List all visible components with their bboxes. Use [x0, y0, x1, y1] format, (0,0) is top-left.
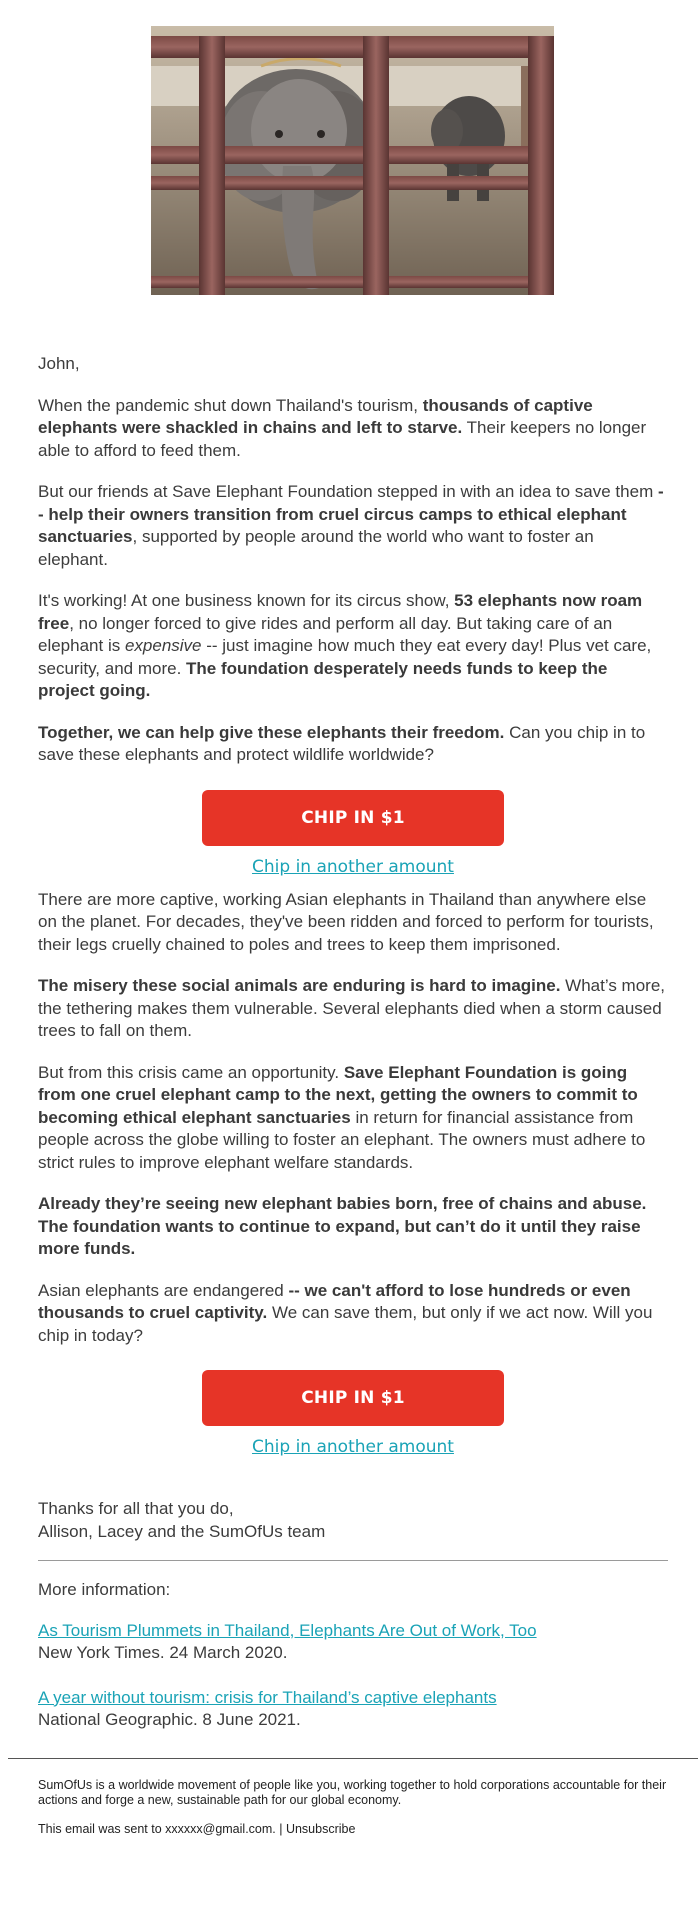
- bold-text: Already they’re seeing new elephant babies born, free of chains and abuse. The foundation wants to continue to expand, but can’t do it until they raise more funds.: [38, 1194, 647, 1258]
- greeting: John,: [38, 354, 80, 373]
- bold-text: thousands of captive elephants were shackled in chains and left to starve.: [38, 395, 593, 437]
- footer-about: SumOfUs is a worldwide movement of people like you, working together to hold corporations accountable for their actions and forge a new, sustainable path for our global economy.: [38, 1778, 667, 1807]
- reference-item: [38, 1687, 668, 1732]
- text: It's working! At one business known for its circus show,: [38, 591, 455, 610]
- elephants-photo: [151, 26, 554, 295]
- paragraph-opportunity: [38, 1062, 668, 1175]
- bold-text: Together, we can help give these elephants their freedom.: [38, 722, 505, 742]
- paragraph-ask: [38, 722, 668, 767]
- text: , no longer forced to give rides and perform all day. But taking care of an elephant is: [38, 613, 613, 655]
- more-info-heading: More information:: [38, 1580, 171, 1599]
- text: But our friends at Save Elephant Foundation stepped in with an idea to save them: [38, 482, 658, 501]
- bold-text: The misery these social animals are enduring is hard to imagine.: [38, 976, 561, 995]
- text: Can you chip in to save these elephants and protect wildlife worldwide?: [38, 722, 646, 764]
- signoff-line: Thanks for all that you do,: [38, 1499, 234, 1518]
- bold-text: -- we can't afford to lose hundreds or even thousands to cruel captivity.: [38, 1280, 631, 1322]
- text: -- just imagine how much they eat every day! Plus vet care, security, and more.: [38, 636, 652, 678]
- signoff-signature: Allison, Lacey and the SumOfUs team: [38, 1521, 326, 1541]
- paragraph-babies: [38, 1193, 668, 1261]
- reference-item: [38, 1620, 668, 1665]
- bold-text: The foundation desperately needs funds to keep the project going.: [38, 658, 608, 700]
- paragraph-working: [38, 590, 668, 703]
- chip-in-button[interactable]: CHIP IN $1: [202, 1370, 504, 1426]
- text: We can save them, but only if we act now. Will you chip in today?: [38, 1303, 653, 1345]
- text: Asian elephants are endangered: [38, 1280, 289, 1300]
- reference-link[interactable]: A year without tourism: crisis for Thailand’s captive elephants: [38, 1687, 497, 1707]
- footer-sent-line: [38, 1822, 698, 1837]
- reference-source: New York Times. 24 March 2020.: [38, 1643, 288, 1662]
- italic-text: expensive: [124, 636, 202, 655]
- paragraph-captive: There are more captive, working Asian elephants in Thailand than anywhere else on the planet. For decades, they've been ridden and forced to perform for tourists, their legs cruelly chained to poles and trees to keep them imprisoned.: [38, 889, 654, 954]
- divider: [38, 1560, 668, 1561]
- hero-elephant-image: [151, 26, 554, 295]
- email-footer: [8, 1758, 698, 1851]
- paragraph-endangered: [38, 1280, 668, 1348]
- text: But from this crisis came an opportunity.: [38, 1062, 344, 1082]
- reference-source: National Geographic. 8 June 2021.: [38, 1710, 301, 1729]
- bold-text: -- help their owners transition from cruel circus camps to ethical elephant sanctuaries: [38, 482, 664, 546]
- footer-sent-text: This email was sent to xxxxxx@gmail.com. |: [38, 1822, 286, 1836]
- text: What’s more, the tethering makes them vulnerable. Several elephants died when a storm caused trees to fall on them.: [38, 976, 666, 1040]
- chip-in-another-amount-link[interactable]: Chip in another amount: [252, 1437, 454, 1457]
- paragraph-foundation: [38, 481, 668, 571]
- paragraph-pandemic: [38, 395, 668, 463]
- bold-text: 53 elephants now roam free: [38, 591, 643, 633]
- text: When the pandemic shut down Thailand's tourism,: [38, 395, 423, 415]
- signoff: [38, 1498, 668, 1543]
- chip-in-button[interactable]: CHIP IN $1: [202, 790, 504, 846]
- text: Their keepers no longer able to afford to feed them.: [38, 418, 647, 460]
- paragraph-misery: [38, 975, 668, 1043]
- unsubscribe-link[interactable]: Unsubscribe: [285, 1822, 356, 1836]
- message-content: [38, 353, 668, 1732]
- text: in return for financial assistance from people across the globe willing to foster an elephant. The owners must adhere to strict rules to improve elephant welfare standards.: [38, 1107, 646, 1172]
- bold-text: Save Elephant Foundation is going from one cruel elephant camp to the next, getting the owners to commit to becoming ethical elephant sanctuaries: [38, 1062, 638, 1127]
- chip-in-another-amount-link[interactable]: Chip in another amount: [252, 856, 454, 877]
- reference-link[interactable]: As Tourism Plummets in Thailand, Elephants Are Out of Work, Too: [38, 1620, 537, 1640]
- text: , supported by people around the world who want to foster an elephant.: [38, 527, 594, 569]
